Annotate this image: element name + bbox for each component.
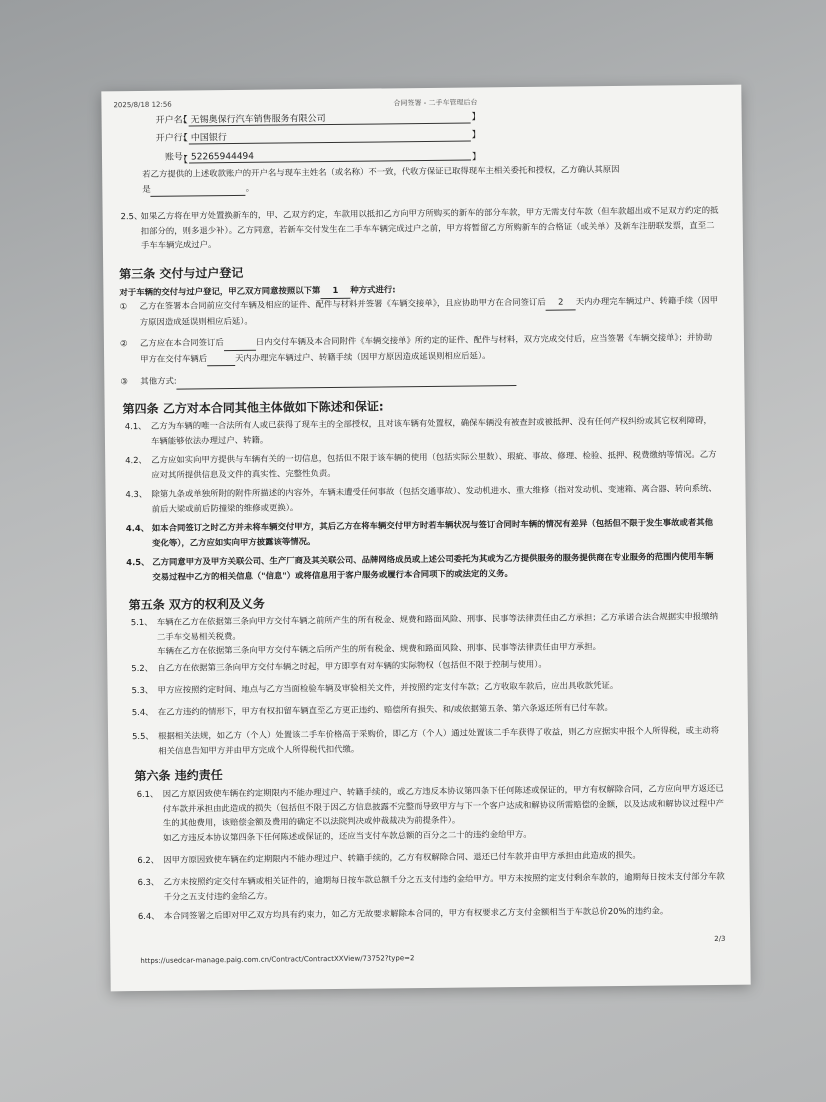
option-2-text-c: 天内办理完车辆过户、转籍手续（因甲方原因造成延误则相应后延）。 xyxy=(235,349,491,363)
clause-num: 4.2、 xyxy=(125,454,147,466)
option-1-text-b: 天内办理完车辆过户、转籍手续（因甲方原因造成延误则相应后延）。 xyxy=(139,294,719,327)
option-3-text: 其他方式: xyxy=(140,375,177,386)
reason-blank xyxy=(151,180,246,196)
clause-5-1 xyxy=(131,609,723,659)
option-1-text-a: 乙方在签署本合同前应交付车辆及相应的证件、配件与材料并签署《车辆交接单》，且应协助甲方在合同签订后 xyxy=(139,296,546,311)
clause-4-2 xyxy=(125,447,720,482)
clause-text: 乙方同意甲方及甲方关联公司、生产厂商及其关联公司、品牌网络成员或上述公司委托为其或为乙方提供服务的服务提供商在专业服务的范围内使用车辆交易过程中乙方的相关信息（"信息"）或将信息用于客户服务或履行本合同项下的或法定的义务。 xyxy=(152,550,714,582)
notice-line-1: 若乙方提供的上述收款账户的开户名与现车主姓名（或名称）不一致，代收方保证已取得现车主相关委托和授权，乙方确认其原因 xyxy=(142,163,620,179)
clause-text: 除第九条或单独所附的附件所描述的内容外，车辆未遭受任何事故（包括交通事故）、发动机进水、重大维修（指对发动机、变速箱、离合器、转向系统、前后大梁或前后防撞梁的维修或更换）。 xyxy=(151,482,717,514)
clause-5-3 xyxy=(132,677,724,698)
option-2-text-a: 乙方应在本合同签订后 xyxy=(139,337,224,348)
clause-4-4 xyxy=(126,515,721,550)
clause-text: 本合同签署之后即对甲乙双方均具有约束力，如乙方无故要求解除本合同的，甲方有权要求乙方支付金额相当于车款总价20%的违约金。 xyxy=(163,905,669,921)
section-3-option-2 xyxy=(120,330,720,367)
bank-value: 【 中国银行 】 xyxy=(189,128,471,145)
clause-text: 乙方为车辆的唯一合法所有人或已获得了现车主的全部授权，且对该车辆有处置权，确保车辆没有被查封或被抵押、没有任何产权纠纷或其它权利障碍，车辆能够依法办理过户、转籍。 xyxy=(150,414,712,446)
clause-4-1 xyxy=(125,413,720,448)
notice-line-2: 是 xyxy=(142,183,151,194)
clause-text-continued: 车辆在乙方在依据第三条向甲方交付车辆之后所产生的所有税金、规费和路面风险、刑事、民事等法律责任由甲方承担。 xyxy=(157,641,602,656)
clause-text: 在乙方违约的情形下，甲方有权扣留车辆直至乙方更正违约、赔偿所有损失、和/或依据第五条、第六条返还所有已付车款。 xyxy=(157,702,613,717)
clause-6-2 xyxy=(137,847,727,868)
clause-num: 6.1、 xyxy=(136,788,159,800)
clause-5-5 xyxy=(132,723,724,758)
account-no-label: 账号: xyxy=(164,152,187,163)
option-1-marker: ① xyxy=(119,301,128,312)
clause-num: 4.5、 xyxy=(126,556,150,568)
clause-num: 6.3、 xyxy=(137,876,160,888)
clause-2-5 xyxy=(121,203,721,253)
clause-num: 5.2、 xyxy=(131,662,154,674)
clause-text: 甲方应按照约定时间、地点与乙方当面检验车辆及审验相关文件，并按照约定支付车款；乙方收取车款后，应出具收款凭证。 xyxy=(157,679,619,695)
option-3-marker: ③ xyxy=(120,376,128,387)
print-title: 合同签署 - 二手车管理后台 xyxy=(393,98,478,108)
clause-num: 6.4、 xyxy=(137,910,160,922)
clause-num: 2.5、 xyxy=(120,210,143,222)
intro-text-b: 种方式进行: xyxy=(350,284,396,295)
account-notice xyxy=(142,161,717,197)
clause-num: 4.4、 xyxy=(125,522,150,534)
intro-text-a: 对于车辆的交付与过户登记，甲乙双方同意按照以下第 xyxy=(119,285,321,298)
clause-6-4 xyxy=(138,903,728,924)
notice-line-2-end: 。 xyxy=(245,182,255,193)
section-5-title: 第五条 双方的权利及义务 xyxy=(128,596,265,613)
clause-text: 自乙方在依据第三条向甲方交付车辆之时起，甲方即享有对车辆的实际物权（包括但不限于控制与使用）。 xyxy=(157,658,547,673)
option-2-transfer-blank xyxy=(207,350,235,366)
clause-text: 因甲方原因致使车辆在约定期限内不能办理过户、转籍手续的，乙方有权解除合同、退还已付车款并由甲方承担由此造成的损失。 xyxy=(163,849,641,865)
option-2-days-blank xyxy=(224,335,256,351)
clause-num: 5.5、 xyxy=(132,730,154,742)
clause-text-continued: 如乙方违反本协议第四条下任何陈述或保证的，还应当支付车款总额的百分之二十的违约金给甲方。 xyxy=(163,828,532,843)
footer-url: https://usedcar-manage.paig.com.cn/Contract/ContractXXView/73752?type=2 xyxy=(140,954,415,966)
clause-4-3 xyxy=(125,481,720,516)
print-date: 2025/8/18 12:56 xyxy=(113,100,172,110)
account-name-label: 开户名: xyxy=(155,115,186,126)
account-name-row xyxy=(146,110,471,127)
clause-text: 如果乙方将在甲方处置换新车的，甲、乙双方约定，车款用以抵扣乙方向甲方所购买的新车的部分车款，甲方无需支付车款（但车款超出或不足双方约定的抵扣部分的，则多退少补）。乙方同意，若新车交付发生在二手车车辆完成过户之前，甲方将暂留乙方所购新车的合格证（或关单）及新车注册联发票，直至二手车车辆完成过户。 xyxy=(140,204,719,250)
clause-6-1 xyxy=(137,781,728,845)
bank-label: 开户行: xyxy=(155,133,186,144)
clause-5-2 xyxy=(131,655,723,676)
option-2-marker: ② xyxy=(119,338,128,349)
clause-5-4 xyxy=(132,699,724,720)
clause-num: 6.2、 xyxy=(137,854,160,866)
clause-num: 5.4、 xyxy=(131,706,154,718)
contract-page xyxy=(101,85,750,992)
account-name-value: 【 无锡奥保行汽车销售服务有限公司 】 xyxy=(189,110,471,127)
clause-num: 5.1、 xyxy=(130,616,153,628)
clause-6-3 xyxy=(138,869,728,904)
option-3-blank xyxy=(177,370,517,389)
clause-text: 因乙方原因致使车辆在约定期限内不能办理过户、转籍手续的，或乙方违反本协议第四条下任何陈述或保证的，甲方有权解除合同，乙方应向甲方返还已付车款并承担由此造成的损失（包括但不限于因乙方信息披露不完整而导致甲方与下一个客户达成和解协议所需赔偿的金额，以及达成和解协议过程中产生的其他费用，该赔偿金额及费用的确定不以法院判决或仲裁裁决为前提条件）。 xyxy=(162,782,724,828)
clause-text: 根据相关法规，如乙方（个人）处置该二手车价格高于采购价，即乙方（个人）通过处置该二手车获得了收益，则乙方应据实申报个人所得税，或主动将相关信息告知甲方并由甲方完成个人所得税代扣代缴。 xyxy=(158,724,720,756)
bank-row xyxy=(146,128,471,145)
clause-text: 车辆在乙方在依据第三条向甲方交付车辆之前所产生的所有税金、规费和路面风险、刑事、民事等法律责任由乙方承担；乙方承诺合法合规据实申报缴纳二手车交易相关税费。 xyxy=(156,610,719,642)
method-choice: 1 xyxy=(320,283,350,299)
clause-num: 4.3、 xyxy=(125,488,148,500)
clause-num: 4.1、 xyxy=(124,420,147,432)
clause-text: 乙方未按照约定交付车辆或相关证件的，逾期每日按车款总额千分之五支付违约金给甲方。甲方未按照约定支付剩余车款的，逾期每日按未支付部分车款千分之五支付违约金给乙方。 xyxy=(163,870,725,902)
option-1-days: 2 xyxy=(546,294,576,310)
section-3-title: 第三条 交付与过户登记 xyxy=(119,265,244,282)
account-no-row xyxy=(146,147,471,164)
page-number: 2/3 xyxy=(714,934,726,944)
section-6-title: 第六条 违约责任 xyxy=(134,768,223,784)
clause-text: 乙方应如实向甲方提供与车辆有关的一切信息，包括但不限于该车辆的使用（包括实际公里数）、瑕疵、事故、修理、检验、抵押、税费缴纳等情况。乙方应对其所提供信息及文件的真实性、完整性负责。 xyxy=(151,448,717,480)
clause-text: 如本合同签订之时乙方并未将车辆交付甲方，其后乙方在将车辆交付甲方时若车辆状况与签订合同时车辆的情况有差异（包括但不限于发生事故或者其他变化等），乙方应如实向甲方披露该等情况。 xyxy=(151,516,714,548)
section-3-option-1 xyxy=(119,293,719,329)
account-no-value: 【 52265944494 】 xyxy=(189,150,471,164)
clause-num: 5.3、 xyxy=(131,684,154,696)
section-4-title: 第四条 乙方对本合同其他主体做如下陈述和保证: xyxy=(122,399,384,417)
clause-4-5 xyxy=(126,549,721,584)
section-3-option-3 xyxy=(120,368,720,390)
option-2-text-b: 日内交付车辆及本合同附件《车辆交接单》所约定的证件、配件与材料，双方完成交付后，应当签署《车辆交接单》；并协助甲方在交付车辆后 xyxy=(140,331,713,364)
